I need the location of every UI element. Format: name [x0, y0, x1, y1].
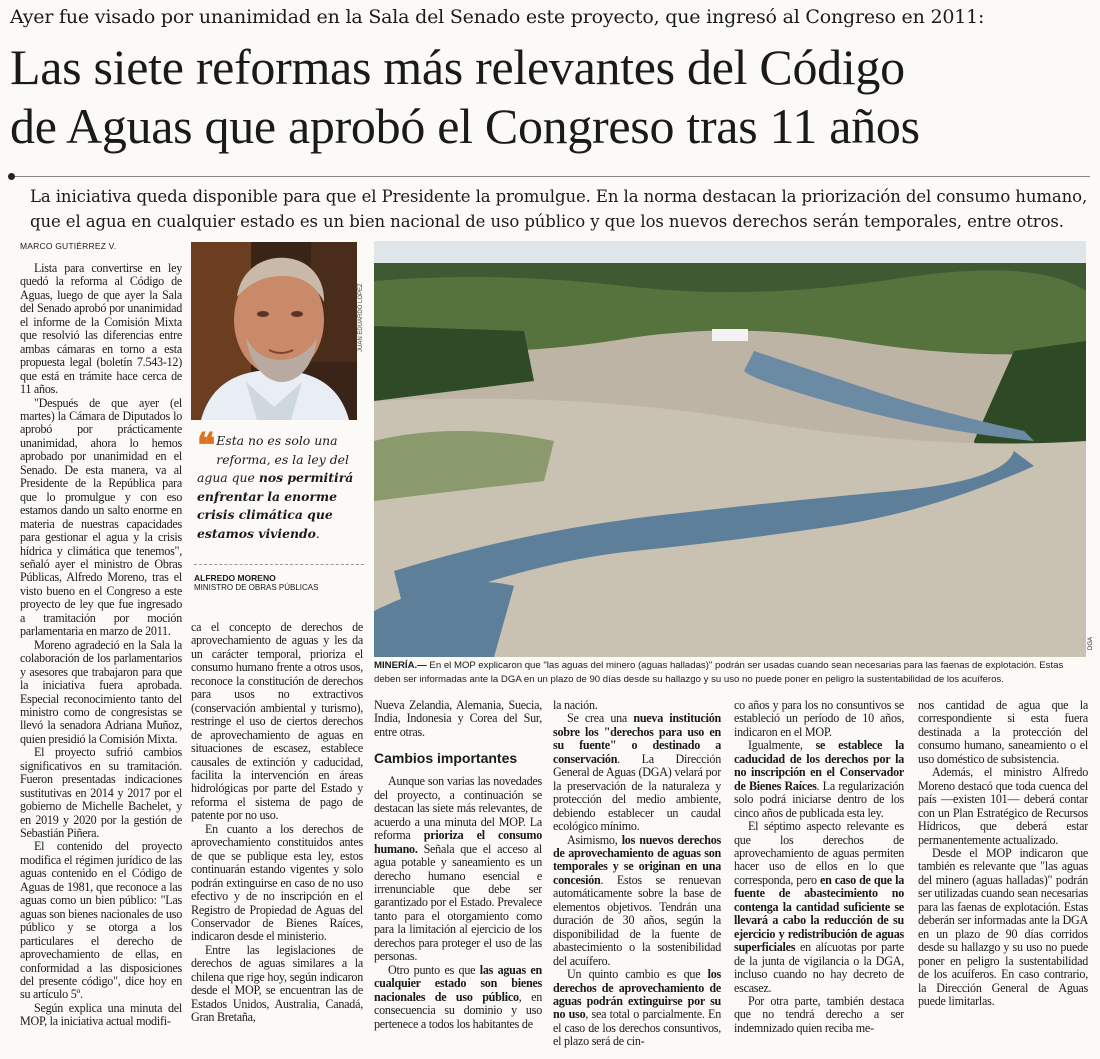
- portrait-image: [191, 242, 357, 420]
- text-run-bold: prioriza el consumo humano.: [374, 828, 542, 856]
- section-subhead: Cambios importantes: [374, 750, 518, 766]
- paragraph: Entre las legislaciones de derechos de aguas similares a la chilena que rige hoy, según indicaron desde el MOP, se encuentran las de Estados Unidos, Australia, Canadá, Gran Bretaña,: [191, 942, 363, 1025]
- article-column-6: [918, 699, 1088, 1054]
- paragraph: Desde el MOP indicaron que también es relevante que "las aguas del minero (aguas halladas)" podrán ser utilizadas cuando sean necesarias para las faenas de explotación. Estas deberán ser informadas ante la DGA en un plazo de 90 días corridos desde su hallazgo y su uso no puede poner en peligro la sustentabilidad de los acuíferos. En caso contrario, la Dirección General de Aguas puede limitarlas.: [918, 845, 1088, 1008]
- text-run: Se crea una: [567, 711, 634, 726]
- river-photo: [374, 241, 1086, 657]
- quote-text-end: .: [315, 525, 320, 541]
- text-run: Asimismo,: [567, 832, 622, 847]
- text-run: , en consecuencia su dominio y uso pertenece a todos los habitantes de: [374, 989, 542, 1031]
- paragraph: Nueva Zelandia, Alemania, Suecia, India, Indonesia y Corea del Sur, entre otras.: [374, 699, 542, 739]
- quote-author: ALFREDO MORENO: [194, 573, 276, 583]
- paragraph: nos cantidad de agua que la correspondiente si esta fuera destinada a la protección del consumo humano, saneamiento o el uso doméstico de subsistencia.: [918, 699, 1088, 766]
- article-column-2: [191, 621, 363, 1053]
- text-run: . Estos se renuevan automáticamente sobre la base de elementos objetivos. Tendrán una duración de 30 años, según la disponibilidad de la fuente de abastecimiento o la sostenibilidad del acuífero.: [553, 872, 721, 968]
- paragraph: "Después de que ayer (el martes) la Cámara de Diputados lo aprobó por prácticamente unanimidad, ahora lo hemos aprobado por unanimidad en el Senado. De esta manera, va al Presidente de la República para que lo promulgue y con eso estamos dando un salto enorme en materia de nuestras capacidades para gestionar el agua y la crisis hídrica y climática que tenemos", señaló ayer el ministro de Obras Públicas, Alfredo Moreno, tras el visto bueno en el Congreso a este proyecto de ley que fue ingresado a tramitación por moción parlamentaria en marzo de 2011.: [20, 395, 182, 639]
- paragraph: [553, 834, 721, 969]
- text-run-bold: los derechos de aprovechamiento de aguas podrán extinguirse por su no uso: [553, 967, 721, 1022]
- quote-text-bold: nos permitirá enfrentar la enorme crisis climática que estamos viviendo: [197, 470, 354, 541]
- text-run-bold: las aguas en cualquier estado son bienes nacionales de uso público: [374, 962, 542, 1004]
- paragraph: ca el concepto de derechos de aprovechamiento de aguas y les da un carácter temporal, prioriza el consumo humano frente a otros usos, reconoce la constitución de derechos para usos no extractivos (conservación ambiental y turismo), restringe el uso de ciertos derechos de aprovechamiento de aguas en situaciones de escasez, establece causales de extinción y caducidad, facilita la intervención en áreas hidrológicas por parte del Estado y reforma el sistema de pago de patente por no uso.: [191, 621, 363, 823]
- paragraph: Lista para convertirse en ley quedó la reforma al Código de Aguas, luego de que ayer la Sala del Senado aprobó por unanimidad el informe de la Comisión Mixta que resolvió las diferencias entre ambas cámaras en torno a esta propuesta legal (boletín 7.543-12) que está en trámite hace cerca de 11 años.: [20, 262, 182, 397]
- text-run-bold: los nuevos derechos de aprovechamiento de aguas son temporales y se originan en una concesión: [553, 832, 721, 887]
- caption-text: En el MOP explicaron que "las aguas del minero (aguas halladas)" podrán ser usadas cuando sean necesarias para las faenas de explotación. Estas deben ser informadas ante la DGA en un plazo de 90 días desde su hallazgo y su uso no puede poner en peligro la sustentabilidad de los acuíferos.: [374, 660, 1064, 685]
- dek: La iniciativa queda disponible para que el Presidente la promulgue. En la norma destacan la priorización del consumo humano, que el agua en cualquier estado es un bien nacional de uso público y que los nuevos derechos serán temporales, entre otros.: [30, 187, 1088, 231]
- paragraph: Además, el ministro Alfredo Moreno destacó que toda cuenca del país —existen 101— deberá contar con un Plan Estratégico de Recursos Hídricos, que deberá estar permanentemente actualizado.: [918, 765, 1088, 847]
- paragraph: [553, 712, 721, 833]
- text-run: Aunque son varias las novedades del proyecto, a continuación se destacan las siete más relevantes, de acuerdo a una minuta del MOP. La reforma: [374, 774, 542, 843]
- photo-credit: DGA: [1088, 636, 1094, 650]
- kicker: Ayer fue visado por unanimidad en la Sala del Senado este proyecto, que ingresó al Congreso en 2011:: [10, 6, 985, 28]
- portrait-credit: JUAN EDUARDO LÓPEZ: [358, 283, 364, 352]
- article-column-1: [20, 262, 182, 1052]
- text-run: El séptimo aspecto relevante es que los derechos de aprovechamiento de aguas permiten hacer uso de ellos en lo que corresponda, pero: [734, 819, 904, 887]
- divider-bullet: [8, 173, 15, 180]
- byline: MARCO GUTIÉRREZ V.: [20, 241, 117, 251]
- headline-line-2: de Aguas que aprobó el Congreso tras 11 años: [10, 98, 920, 154]
- paragraph: co años y para los no consuntivos se estableció un período de 10 años, indicaron en el MOP.: [734, 699, 904, 739]
- quote-attribution: [194, 564, 364, 592]
- text-run: Señala que el acceso al agua potable y saneamiento es un derecho humano esencial e irrenunciable que debe ser garantizado por el Estado. Prevalece tanto para el otorgamiento como para la limitación al ejercicio de los derechos para proteger el uso de las personas.: [374, 841, 542, 964]
- paragraph: [734, 739, 904, 820]
- paragraph: [374, 775, 542, 963]
- paragraph: [374, 964, 542, 1031]
- text-run: Igualmente,: [748, 738, 816, 753]
- headline: [10, 38, 1090, 156]
- headline-line-1: Las siete reformas más relevantes del Código: [10, 39, 905, 95]
- pull-quote: [197, 426, 362, 544]
- text-run-bold: se establece la caducidad de los derechos por la no inscripción en el Conservador de Bienes Raíces: [734, 738, 904, 793]
- river-image: [374, 241, 1086, 657]
- portrait-photo: [191, 242, 357, 420]
- paragraph: Según explica una minuta del MOP, la iniciativa actual modifi-: [20, 1000, 182, 1029]
- paragraph: [553, 968, 721, 1049]
- paragraph: El contenido del proyecto modifica el régimen jurídico de las aguas contenido en el Código de Aguas de 1981, que reconoce a las aguas como un bien público: "Las aguas son bienes nacionales de uso público y se otorga a los particulares el derecho de aprovechamiento de ellas, en conformidad a las disposiciones del presente código", dice hoy en su artículo 5º.: [20, 839, 182, 1002]
- article-column-5: [734, 699, 904, 1054]
- paragraph: En cuanto a los derechos de aprovechamiento constituidos antes de que se publique esta ley, estos continuarán estando vigentes y solo podrán extinguirse en caso de no uso efectivo y de no inscripción en el Registro de Propiedad de Aguas del Conservador de Bienes Raíces, indicaron desde el ministerio.: [191, 821, 363, 944]
- paragraph: [734, 820, 904, 995]
- text-run-bold: en caso de que la fuente de abastecimiento no contenga la cantidad suficiente se llevará a cabo la reducción de su ejercicio y redistribución de aguas superficiales: [734, 872, 904, 955]
- quote-author-role: MINISTRO DE OBRAS PÚBLICAS: [194, 583, 319, 592]
- text-run: . La regularización solo podrá iniciarse dentro de los cinco años de publicada esta ley.: [734, 778, 904, 820]
- text-run: Un quinto cambio es que: [567, 967, 708, 982]
- paragraph: Moreno agradeció en la Sala la colaboración de los parlamentarios y asesores que trabajaron para que la iniciativa fuera aprobada. Especial reconocimiento tanto del ministro como de congresistas se llevó la senadora Adriana Muñoz, quien presidió la Comisión Mixta.: [20, 637, 182, 746]
- divider: [10, 176, 1090, 177]
- quote-mark-icon: ❝: [197, 426, 213, 466]
- text-run: . La Dirección General de Aguas (DGA) velará por la preservación de la naturaleza y protección del medio ambiente, debiendo establecer un caudal ecológico mínimo.: [553, 751, 721, 834]
- article-column-4: [553, 699, 721, 1054]
- paragraph: la nación.: [553, 699, 598, 712]
- text-run-bold: nueva institución sobre los "derechos para uso en su fuente" o destinado a conservación: [553, 711, 721, 766]
- paragraph: El proyecto sufrió cambios significativos en su tramitación. Fueron presentadas indicaciones sustitutivas en 2014 y 2017 por el gobierno de Michelle Bachelet, y en 2019 y 2020 por la gestión de Sebastián Piñera.: [20, 745, 182, 841]
- photo-caption: [374, 659, 1090, 686]
- quote-text: Esta no es solo una reforma, es la ley del agua que: [197, 433, 349, 486]
- paragraph: Por otra parte, también destaca que no tendrá derecho a ser indemnizado quien reciba me-: [734, 993, 904, 1035]
- text-run: en alícuotas por parte de la junta de vigilancia o la DGA, incluso cuando no hay decreto de escasez.: [734, 940, 904, 995]
- caption-label: MINERÍA.—: [374, 660, 427, 671]
- text-run: , sea total o parcialmente. En el caso de los derechos consuntivos, el plazo será de cin-: [553, 1007, 721, 1049]
- text-run: Otro punto es que: [388, 962, 480, 977]
